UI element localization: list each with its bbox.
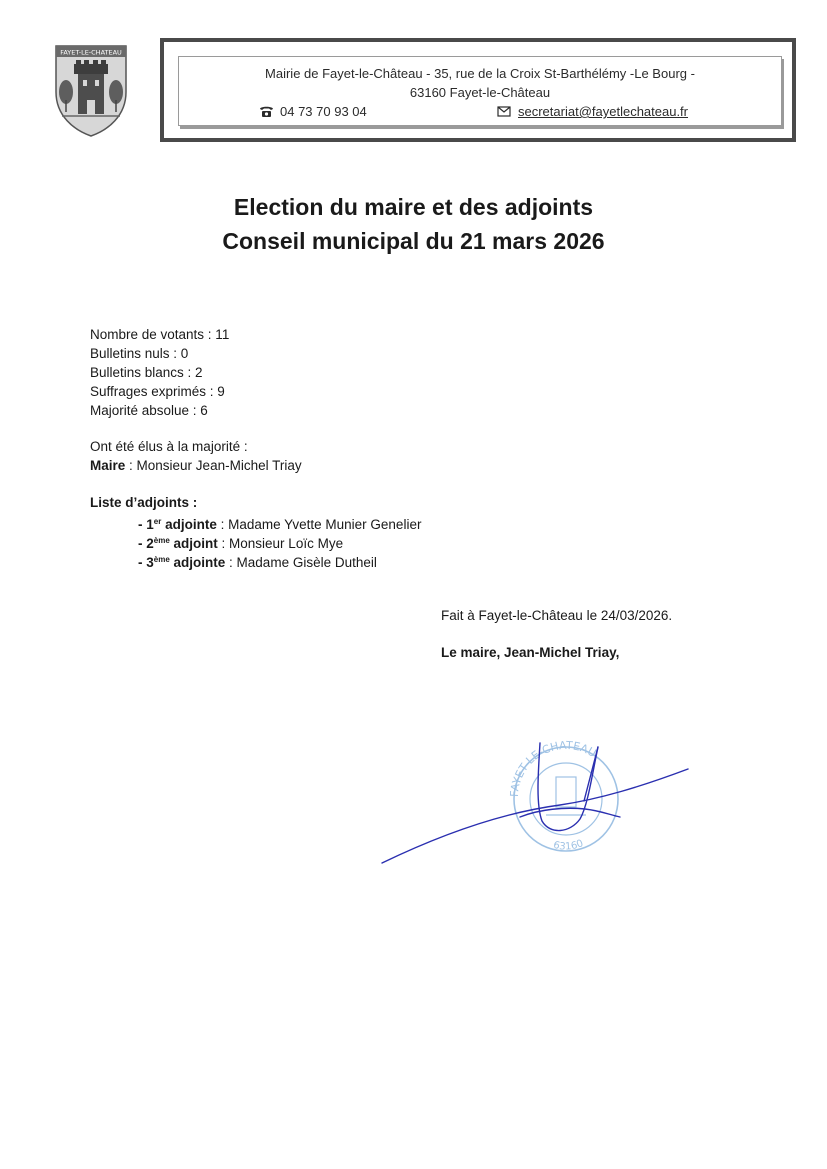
phone-block xyxy=(259,104,367,119)
elected-intro: Ont été élus à la majorité : xyxy=(90,439,248,454)
letterhead-box xyxy=(178,56,782,126)
municipal-crest-logo xyxy=(52,42,130,138)
place-and-date: Fait à Fayet-le-Château le 24/03/2026. xyxy=(441,608,673,623)
maire-name: : Monsieur Jean-Michel Triay xyxy=(125,458,302,473)
letterhead-frame xyxy=(160,38,796,142)
crest-banner-text: FAYET-LE-CHATEAU xyxy=(60,48,122,57)
maire-line xyxy=(90,456,302,475)
address-line-2: 63160 Fayet-le-Château xyxy=(409,85,551,100)
maire-label: Maire xyxy=(90,458,126,473)
email-address: secretariat@fayetlechateau.fr xyxy=(518,104,689,119)
adjoints-title: Liste d’adjoints : xyxy=(90,495,198,510)
telephone-icon xyxy=(259,105,274,118)
envelope-icon xyxy=(497,105,512,118)
vote-statistics xyxy=(90,325,229,420)
email-block xyxy=(497,104,688,119)
document-title-line-2: Conseil municipal du 21 mars 2026 xyxy=(222,228,605,254)
stat-majorite: Majorité absolue : 6 xyxy=(90,403,208,418)
adjoint-item-2: - 2ème adjoint : Monsieur Loïc Mye xyxy=(138,536,344,551)
municipal-stamp xyxy=(508,739,618,853)
stat-blancs: Bulletins blancs : 2 xyxy=(90,365,203,380)
document-title-line-1: Election du maire et des adjoints xyxy=(233,194,594,220)
stat-nuls: Bulletins nuls : 0 xyxy=(90,346,189,361)
stamp-and-signature xyxy=(370,735,700,875)
stamp-top-text: FAYET-LE-CHATEAU xyxy=(507,738,599,798)
adjoint-item-3: - 3ème adjointe : Madame Gisèle Dutheil xyxy=(138,555,377,570)
phone-number: 04 73 70 93 04 xyxy=(280,104,367,119)
stamp-bottom-text: 63160 xyxy=(552,838,586,853)
address-line-1: Mairie de Fayet-le-Château - 35, rue de la Croix St-Barthélémy -Le Bourg - xyxy=(265,66,695,81)
signer-line: Le maire, Jean-Michel Triay, xyxy=(441,645,620,660)
adjoint-item-1: - 1er adjointe : Madame Yvette Munier Genelier xyxy=(138,517,422,532)
stat-votants: Nombre de votants : 11 xyxy=(90,327,230,342)
stat-exprimes: Suffrages exprimés : 9 xyxy=(90,384,225,399)
